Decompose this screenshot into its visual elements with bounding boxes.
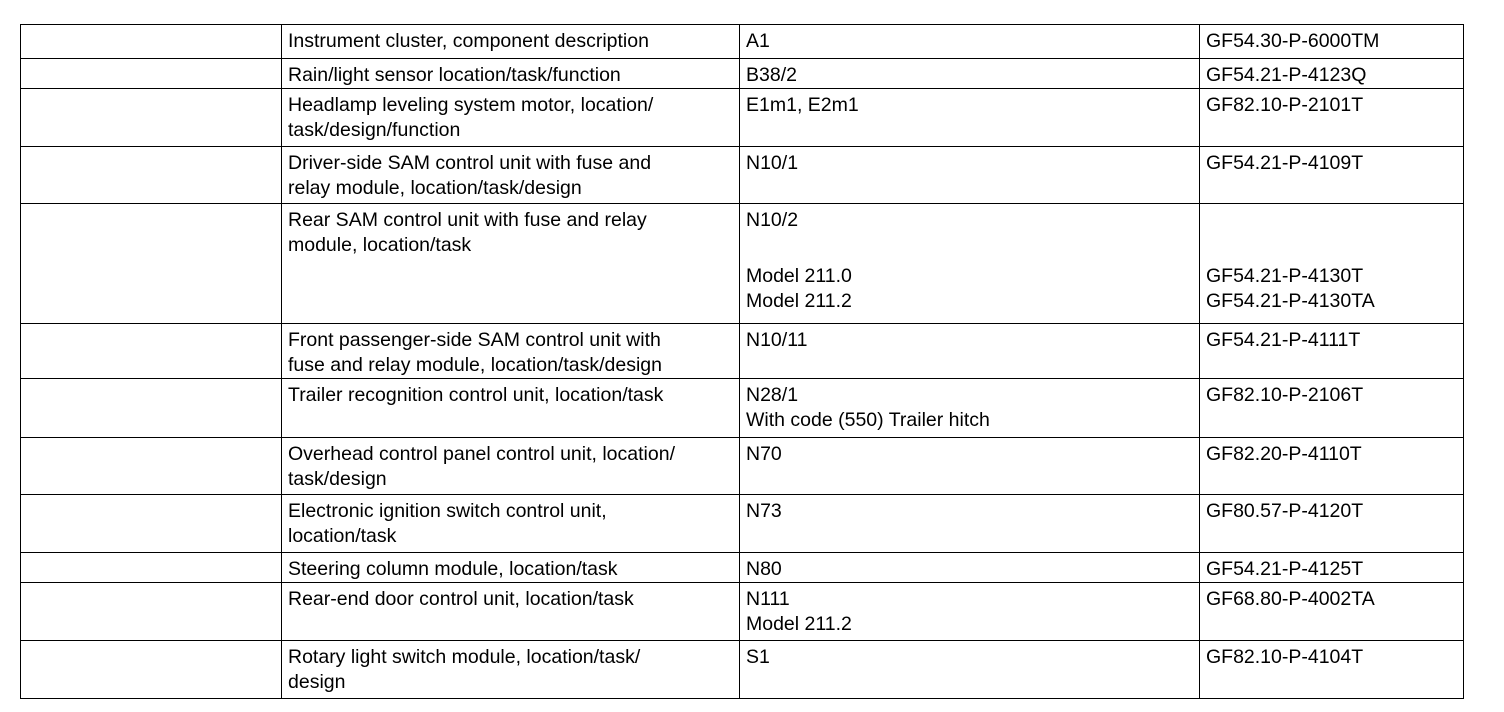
code-cell: S1: [740, 641, 1200, 699]
description-cell: Electronic ignition switch control unit, location/task: [282, 495, 740, 553]
description-cell: Overhead control panel control unit, location/ task/design: [282, 438, 740, 495]
blank-cell: [21, 59, 282, 89]
reference-cell: [1200, 204, 1464, 324]
code-cell: N73: [740, 495, 1200, 553]
description-cell: Front passenger-side SAM control unit with fuse and relay module, location/task/design: [282, 324, 740, 379]
blank-cell: [21, 553, 282, 583]
table-row: [21, 438, 1464, 495]
description-cell: Rain/light sensor location/task/function: [282, 59, 740, 89]
reference-cell: GF54.21-P-4111T: [1200, 324, 1464, 379]
code-cell: E1m1, E2m1: [740, 89, 1200, 147]
model-variant: Model 211.0: [746, 265, 852, 287]
reference-cell: GF54.30-P-6000TM: [1200, 25, 1464, 59]
blank-cell: [21, 89, 282, 147]
description-cell: Steering column module, location/task: [282, 553, 740, 583]
description-cell: Instrument cluster, component description: [282, 25, 740, 59]
model-variant: Model 211.2: [746, 290, 852, 312]
blank-cell: [21, 495, 282, 553]
reference-cell: GF54.21-P-4125T: [1200, 553, 1464, 583]
table-row: [21, 147, 1464, 204]
table-row: [21, 89, 1464, 147]
blank-cell: [21, 438, 282, 495]
reference-cell: GF82.10-P-2106T: [1200, 379, 1464, 438]
table-row: [21, 25, 1464, 59]
code-cell: N10/11: [740, 324, 1200, 379]
description-cell: Rear-end door control unit, location/task: [282, 583, 740, 641]
blank-cell: [21, 324, 282, 379]
reference-cell: GF80.57-P-4120T: [1200, 495, 1464, 553]
code-cell: N10/1: [740, 147, 1200, 204]
blank-cell: [21, 147, 282, 204]
description-cell: Rear SAM control unit with fuse and relay module, location/task: [282, 204, 740, 324]
table-row: [21, 641, 1464, 699]
description-cell: Rotary light switch module, location/task/ design: [282, 641, 740, 699]
table-row: [21, 495, 1464, 553]
blank-cell: [21, 204, 282, 324]
table-row: [21, 553, 1464, 583]
blank-cell: [21, 25, 282, 59]
reference-cell: GF54.21-P-4123Q: [1200, 59, 1464, 89]
code-cell: N80: [740, 553, 1200, 583]
blank-cell: [21, 379, 282, 438]
blank-cell: [21, 583, 282, 641]
table-row: [21, 379, 1464, 438]
reference-cell: GF82.10-P-4104T: [1200, 641, 1464, 699]
reference-cell: GF82.20-P-4110T: [1200, 438, 1464, 495]
code-cell: N111 Model 211.2: [740, 583, 1200, 641]
component-reference-table: [20, 24, 1464, 699]
variant-reference: GF54.21-P-4130TA: [1206, 290, 1375, 312]
table-row: [21, 204, 1464, 324]
description-cell: Trailer recognition control unit, location/task: [282, 379, 740, 438]
code-cell: N28/1 With code (550) Trailer hitch: [740, 379, 1200, 438]
table-row: [21, 59, 1464, 89]
reference-cell: GF68.80-P-4002TA: [1200, 583, 1464, 641]
description-cell: Headlamp leveling system motor, location/ task/design/function: [282, 89, 740, 147]
variant-reference: GF54.21-P-4130T: [1206, 265, 1364, 287]
reference-cell: GF82.10-P-2101T: [1200, 89, 1464, 147]
table-row: [21, 324, 1464, 379]
code-cell: N10/2 Model 211.0 Model 211.2: [740, 204, 1200, 324]
code-cell: A1: [740, 25, 1200, 59]
code-cell: B38/2: [740, 59, 1200, 89]
table-row: [21, 583, 1464, 641]
blank-cell: [21, 641, 282, 699]
reference-cell: GF54.21-P-4109T: [1200, 147, 1464, 204]
code-cell: N70: [740, 438, 1200, 495]
description-cell: Driver-side SAM control unit with fuse and relay module, location/task/design: [282, 147, 740, 204]
